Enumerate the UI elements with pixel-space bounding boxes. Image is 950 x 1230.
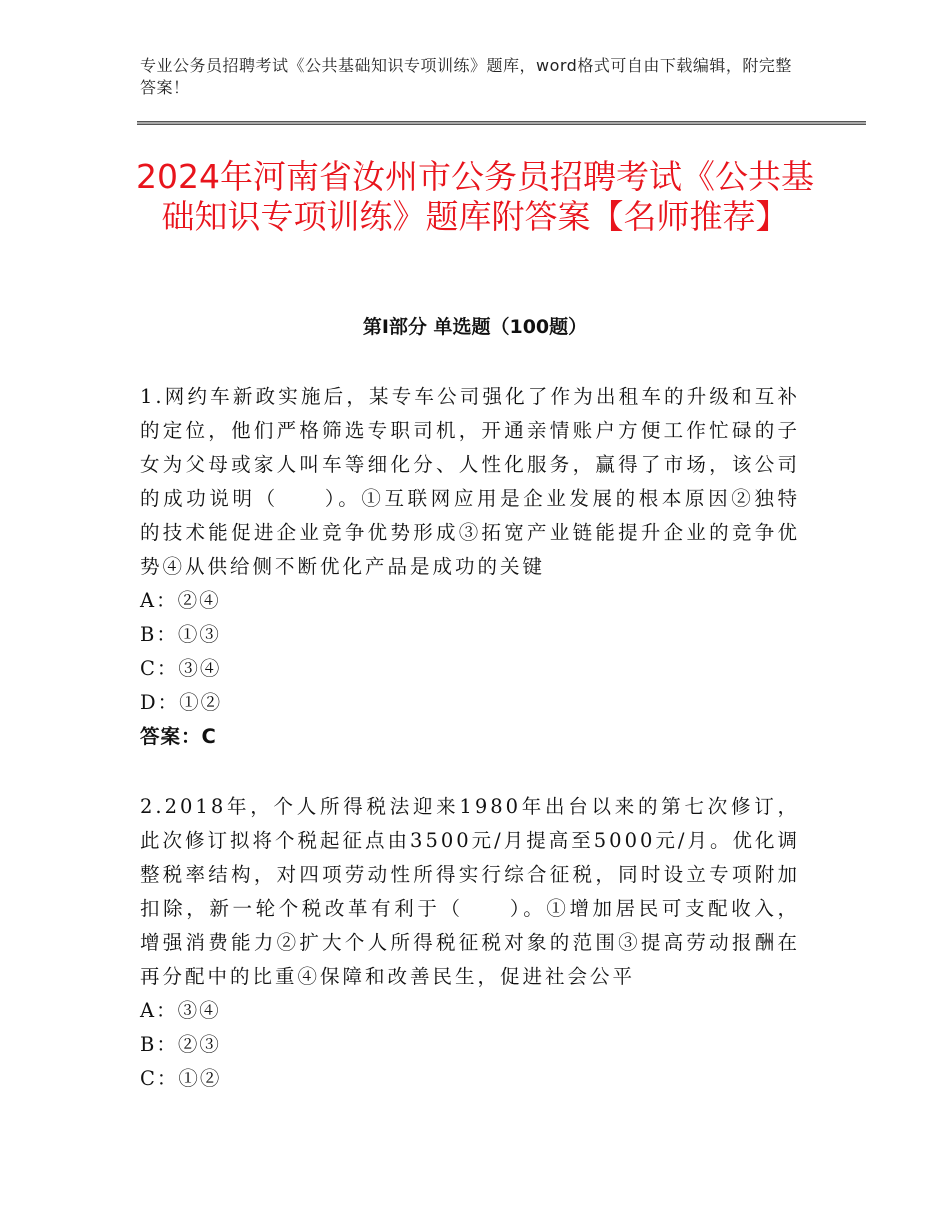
answer-line: 答案：C — [140, 725, 217, 748]
header-divider — [137, 121, 866, 125]
section-heading: 第Ⅰ部分 单选题（100题） — [362, 316, 588, 338]
option-a: A：③④ — [140, 999, 221, 1022]
option-a: A：②④ — [140, 589, 221, 612]
option-c: C：①② — [140, 1067, 222, 1090]
question-2 — [140, 790, 800, 1096]
header-note: 专业公务员招聘考试《公共基础知识专项训练》题库，word格式可自由下载编辑，附完整答案！ — [140, 56, 792, 97]
option-b: B：①③ — [140, 623, 221, 646]
question-stem: 2.2018年，个人所得税法迎来1980年出台以来的第七次修订，此次修订拟将个税起征点由3500元/月提高至5000元/月。优化调整税率结构，对四项劳动性所得实行综合征税，同时设立专项附加扣除，新一轮个税改革有利于（ ）。①增加居民可支配收入，增强消费能力②扩大个人所得税征税对象的范围③提高劳动报酬在再分配中的比重④保障和改善民生，促进社会公平 — [140, 795, 800, 988]
document-title: 2024年河南省汝州市公务员招聘考试《公共基础知识专项训练》题库附答案【名师推荐】 — [136, 157, 814, 236]
option-c: C：③④ — [140, 657, 222, 680]
option-d: D：①② — [140, 691, 223, 714]
option-b: B：②③ — [140, 1033, 221, 1056]
question-stem: 1.网约车新政实施后，某专车公司强化了作为出租车的升级和互补的定位，他们严格筛选专职司机，开通亲情账户方便工作忙碌的子女为父母或家人叫车等细化分、人性化服务，赢得了市场，该公司的成功说明（ ）。①互联网应用是企业发展的根本原因②独特的技术能促进企业竞争优势形成③拓宽产业链能提升企业的竞争优势④从供给侧不断优化产品是成功的关键 — [140, 385, 800, 578]
question-1 — [140, 380, 800, 754]
